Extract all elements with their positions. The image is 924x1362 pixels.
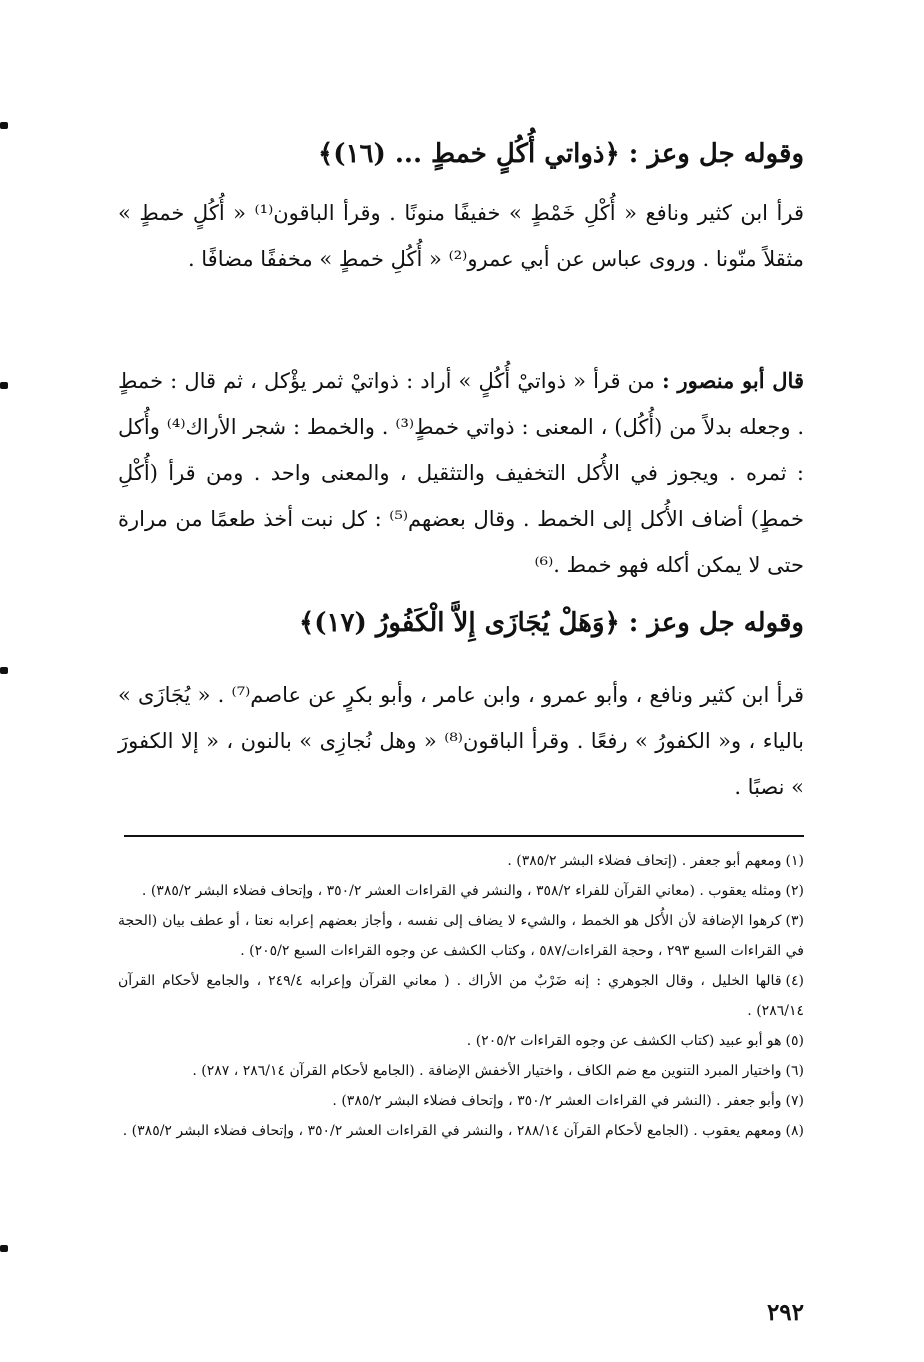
footnotes xyxy=(118,846,804,1146)
footnote-6 xyxy=(118,1056,804,1086)
footnote-text: هو أبو عبيد (كتاب الكشف عن وجوه القراءات ٢٠٥/٢) . xyxy=(466,1033,782,1049)
footnote-5 xyxy=(118,1026,804,1056)
footnote-4 xyxy=(118,966,804,1026)
footnote-number: (٣) xyxy=(785,913,804,929)
footnote-number: (٢) xyxy=(785,883,804,899)
footnote-8 xyxy=(118,1116,804,1146)
footnote-text: ومعهم يعقوب . (الجامع لأحكام القرآن ٢٨٨/١٤ ، والنشر في القراءات العشر ٣٥٠/٢ ، وإتحاف فضلاء البشر ٣٨٥/٢) . xyxy=(122,1123,782,1139)
scan-edge-mark xyxy=(0,1245,8,1252)
footnote-text: وأبو جعفر . (النشر في القراءات العشر ٣٥٠/٢ ، وإتحاف فضلاء البشر ٣٨٥/٢) . xyxy=(332,1093,782,1109)
footnote-text: واختيار المبرد التنوين مع ضم الكاف ، واختيار الأخفش الإضافة . (الجامع لأحكام القرآن ٢٨٦/١٤ ، ٢٨٧) . xyxy=(192,1063,782,1079)
footnote-number: (٧) xyxy=(785,1093,804,1109)
footnote-number: (٤) xyxy=(785,973,804,989)
scan-edge-mark xyxy=(0,667,8,674)
footnote-divider xyxy=(124,835,804,837)
footnote-number: (٥) xyxy=(785,1033,804,1049)
footnote-text: كرهوا الإضافة لأن الأُكل هو الخمط ، والشيء لا يضاف إلى نفسه ، وأجاز بعضهم إعرابه نعتا ، أو عطف بيان (الحجة في القراءات السبع ٢٩٣ ، وحجة القراءات/٥٨٧ ، وكتاب الكشف عن وجوه القراءات السبع ٢٠٥/٢) . xyxy=(118,913,804,959)
readings-paragraph-verse-16: قرأ ابن كثير ونافع « أُكْلِ خَمْطٍ » خفيفًا منونًا . وقرأ الباقون⁽¹⁾ « أُكُلٍ خمطٍ » مثقلاً منّونا . وروى عباس عن أبي عمرو⁽²⁾ « أُكُلِ خمطٍ » مخففًا مضافًا . xyxy=(118,201,804,271)
footnote-text: ومعهم أبو جعفر . (إتحاف فضلاء البشر ٣٨٥/٢) . xyxy=(507,853,782,869)
commentary-text: من قرأ « ذواتيْ أُكُلٍ » أراد : ذواتيْ ثمر يؤْكل ، ثم قال : خمطٍ . وجعله بدلاً من (أُكُل) ، المعنى : ذواتي خمطٍ⁽³⁾ . والخمط : شجر الأراك⁽⁴⁾ وأُكل : ثمره . ويجوز في الأُكل التخفيف والتثقيل ، والمعنى واحد . ومن قرأ (أُكْلِ خمطٍ) أضاف الأُكل إلى الخمط . وقال بعضهم⁽⁵⁾ : كل نبت أخذ طعمًا من مرارة حتى لا يمكن أكله فهو خمط .⁽⁶⁾ xyxy=(118,369,804,577)
commentary-paragraph xyxy=(118,358,804,588)
commentary-lead: قال أبو منصور : xyxy=(662,368,804,393)
footnote-3 xyxy=(118,906,804,966)
footnote-text: قالها الخليل ، وقال الجوهري : إنه ضَرْبٌ من الأراك . ( معاني القرآن وإعرابه ٢٤٩/٤ ، والجامع لأحكام القرآن ٢٨٦/١٤) . xyxy=(118,973,804,1019)
footnote-2 xyxy=(118,876,804,906)
scan-edge-mark xyxy=(0,122,8,129)
section-heading-verse-17: وقوله جل وعز : ﴿وَهَلْ يُجَازَى إِلاَّ الْكَفُورُ (١٧)﴾ xyxy=(299,608,804,638)
footnote-text: ومثله يعقوب . (معاني القرآن للفراء ٣٥٨/٢ ، والنشر في القراءات العشر ٣٥٠/٢ ، وإتحاف فضلاء البشر ٣٨٥/٢) . xyxy=(141,883,782,899)
section-heading-verse-16: وقوله جل وعز : ﴿ذواتي أُكُلٍ خمطٍ ... (١٦)﴾ xyxy=(318,139,804,169)
footnote-number: (١) xyxy=(785,853,804,869)
footnote-number: (٨) xyxy=(785,1123,804,1139)
readings-paragraph-verse-17: قرأ ابن كثير ونافع ، وأبو عمرو ، وابن عامر ، وأبو بكرٍ عن عاصم⁽⁷⁾ . « يُجَازَى » بالياء ، و« الكفورُ » رفعًا . وقرأ الباقون⁽⁸⁾ « وهل نُجازِى » بالنون ، « إلا الكفورَ » نصبًا . xyxy=(118,683,804,799)
footnote-number: (٦) xyxy=(785,1063,804,1079)
scan-edge-mark xyxy=(0,382,8,389)
footnote-1 xyxy=(118,846,804,876)
footnote-7 xyxy=(118,1086,804,1116)
page-number: ٢٩٢ xyxy=(766,1299,804,1326)
